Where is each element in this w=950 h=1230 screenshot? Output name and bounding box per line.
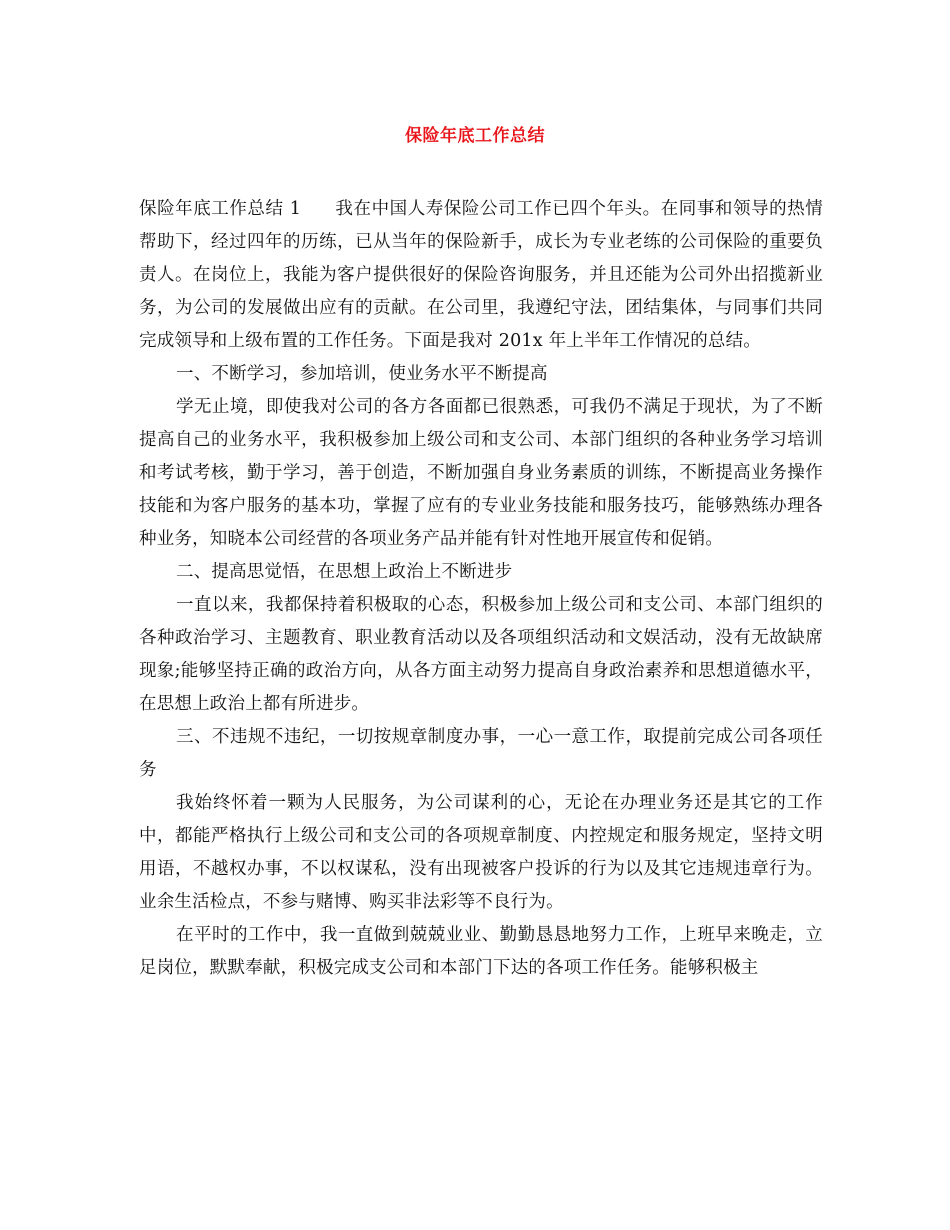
body-paragraph-1: 学无止境，即使我对公司的各方各面都已很熟悉，可我仍不满足于现状，为了不断提高自己的业务水平，我积极参加上级公司和支公司、本部门组织的各种业务学习培训和考试考核，勤于学习，善于创造，不断加强自身业务素质的训练，不断提高业务操作技能和为客户服务的基本功，掌握了应有的专业业务技能和服务技巧，能够熟练办理各种业务，知晓本公司经营的各项业务产品并能有针对性地开展宣传和促销。	[139, 397, 823, 549]
body-paragraph-4: 在平时的工作中，我一直做到兢兢业业、勤勤恳恳地努力工作，上班早来晚走，立足岗位，默默奉献，积极完成支公司和本部门下达的各项工作任务。能够积极主	[139, 925, 823, 978]
document-title: 保险年底工作总结	[405, 126, 545, 146]
intro-label: 保险年底工作总结 1	[139, 199, 302, 219]
section-heading-1: 一、不断学习，参加培训，使业务水平不断提高	[176, 364, 548, 384]
intro-text: 我在中国人寿保险公司工作已四个年头。在同事和领导的热情帮助下，经过四年的历练，已从当年的保险新手，成长为专业老练的公司保险的重要负责人。在岗位上，我能为客户提供很好的保险咨询服务，并且还能为公司外出招揽新业务，为公司的发展做出应有的贡献。在公司里，我遵纪守法，团结集体，与同事们共同完成领导和上级布置的工作任务。下面是我对 201x 年上半年工作情况的总结。	[139, 199, 823, 351]
body-paragraph-2: 一直以来，我都保持着积极取的心态，积极参加上级公司和支公司、本部门组织的各种政治学习、主题教育、职业教育活动以及各项组织活动和文娱活动，没有无故缺席现象;能够坚持正确的政治方向，从各方面主动努力提高自身政治素养和思想道德水平，在思想上政治上都有所进步。	[139, 595, 823, 714]
body-paragraph-3: 我始终怀着一颗为人民服务，为公司谋利的心，无论在办理业务还是其它的工作中，都能严格执行上级公司和支公司的各项规章制度、内控规定和服务规定，坚持文明用语，不越权办事，不以权谋私，没有出现被客户投诉的行为以及其它违规违章行为。业余生活检点，不参与赌博、购买非法彩等不良行为。	[139, 793, 823, 912]
section-heading-2: 二、提高思觉悟，在思想上政治上不断进步	[176, 562, 513, 582]
document-body	[139, 193, 823, 985]
section-heading-3: 三、不违规不违纪，一切按规章制度办事，一心一意工作，取提前完成公司各项任务	[139, 727, 823, 780]
intro-paragraph	[139, 193, 823, 358]
